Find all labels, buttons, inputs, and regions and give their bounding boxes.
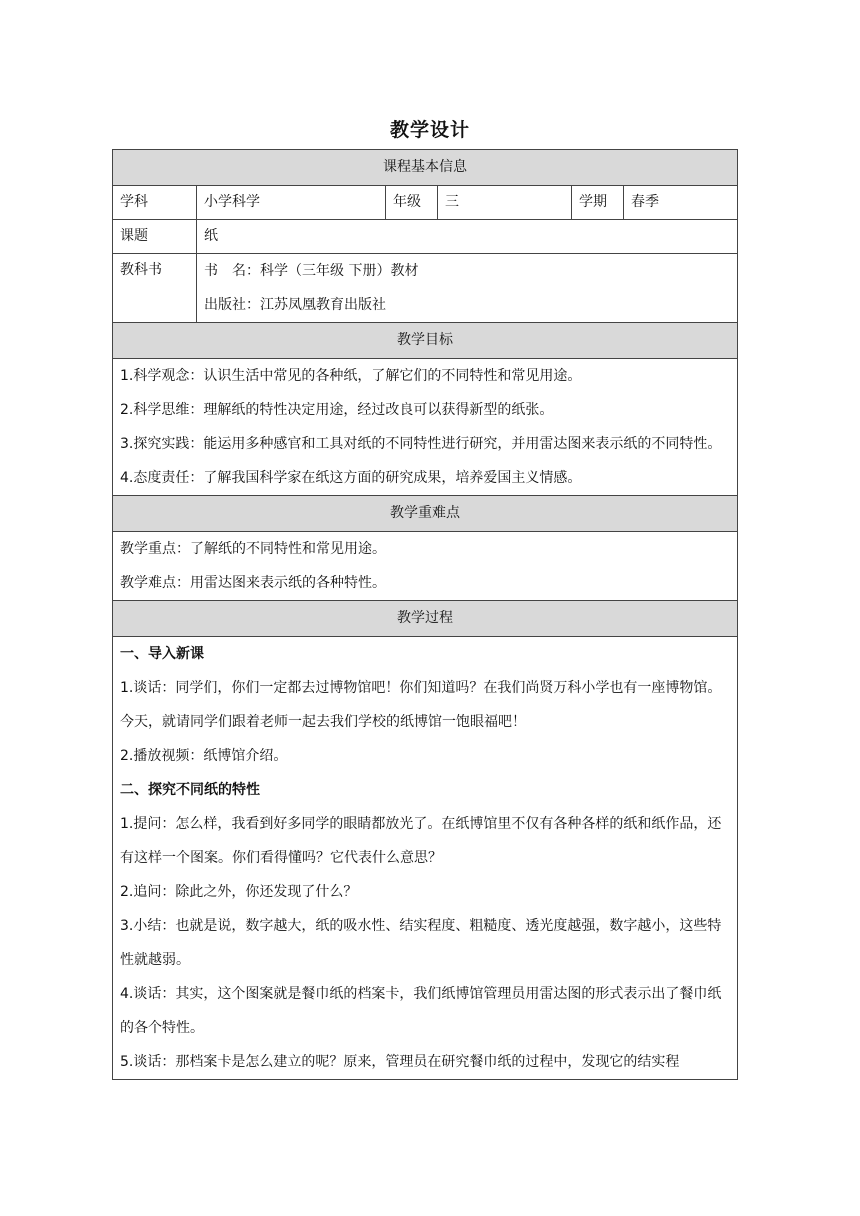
process-content bbox=[113, 637, 738, 1080]
textbook-publisher: 出版社：江苏凤凰教育出版社 bbox=[204, 297, 386, 313]
key-points-header: 教学重难点 bbox=[113, 496, 738, 532]
grade-value: 三 bbox=[438, 186, 572, 220]
textbook-info bbox=[197, 254, 738, 323]
objective-item: 3.探究实践：能运用多种感官和工具对纸的不同特性进行研究，并用雷达图来表示纸的不同特性。 bbox=[120, 436, 722, 452]
page-title: 教学设计 bbox=[389, 119, 470, 141]
objective-item: 1.科学观念：认识生活中常见的各种纸，了解它们的不同特性和常见用途。 bbox=[120, 368, 582, 384]
objectives-header: 教学目标 bbox=[113, 323, 738, 359]
objectives-content bbox=[113, 359, 738, 496]
process-item: 2.播放视频：纸博馆介绍。 bbox=[120, 748, 288, 764]
process-item: 1.谈话：同学们，你们一定都去过博物馆吧！你们知道吗？在我们尚贤万科小学也有一座博物馆。今天，就请同学们跟着老师一起去我们学校的纸博馆一饱眼福吧！ bbox=[120, 680, 722, 730]
objective-item: 2.科学思维：理解纸的特性决定用途，经过改良可以获得新型的纸张。 bbox=[120, 402, 554, 418]
term-value: 春季 bbox=[624, 186, 738, 220]
textbook-name: 书 名：科学（三年级 下册）教材 bbox=[204, 263, 419, 279]
process-item: 5.谈话：那档案卡是怎么建立的呢？原来，管理员在研究餐巾纸的过程中，发现它的结实程 bbox=[120, 1054, 680, 1070]
process-item: 4.谈话：其实，这个图案就是餐巾纸的档案卡，我们纸博馆管理员用雷达图的形式表示出了餐巾纸的各个特性。 bbox=[120, 986, 722, 1036]
topic-label: 课题 bbox=[113, 220, 197, 254]
subject-value: 小学科学 bbox=[197, 186, 386, 220]
key-point-item: 教学重点：了解纸的不同特性和常见用途。 bbox=[120, 541, 386, 557]
topic-value: 纸 bbox=[197, 220, 738, 254]
section-title: 一、导入新课 bbox=[120, 646, 204, 662]
textbook-label: 教科书 bbox=[113, 254, 197, 323]
grade-label: 年级 bbox=[386, 186, 438, 220]
process-item: 1.提问：怎么样，我看到好多同学的眼睛都放光了。在纸博馆里不仅有各种各样的纸和纸作品，还有这样一个图案。你们看得懂吗？它代表什么意思？ bbox=[120, 816, 722, 866]
process-item: 3.小结：也就是说，数字越大，纸的吸水性、结实程度、粗糙度、透光度越强，数字越小，这些特性就越弱。 bbox=[120, 918, 722, 968]
key-points-content bbox=[113, 532, 738, 601]
objective-item: 4.态度责任：了解我国科学家在纸这方面的研究成果，培养爱国主义情感。 bbox=[120, 470, 582, 486]
basic-info-header: 课程基本信息 bbox=[113, 150, 738, 186]
section-title: 二、探究不同纸的特性 bbox=[120, 782, 260, 798]
subject-label: 学科 bbox=[113, 186, 197, 220]
key-point-item: 教学难点：用雷达图来表示纸的各种特性。 bbox=[120, 575, 386, 591]
term-label: 学期 bbox=[572, 186, 624, 220]
process-item: 2.追问：除此之外，你还发现了什么？ bbox=[120, 884, 358, 900]
lesson-plan-table bbox=[112, 149, 738, 1080]
process-header: 教学过程 bbox=[113, 601, 738, 637]
